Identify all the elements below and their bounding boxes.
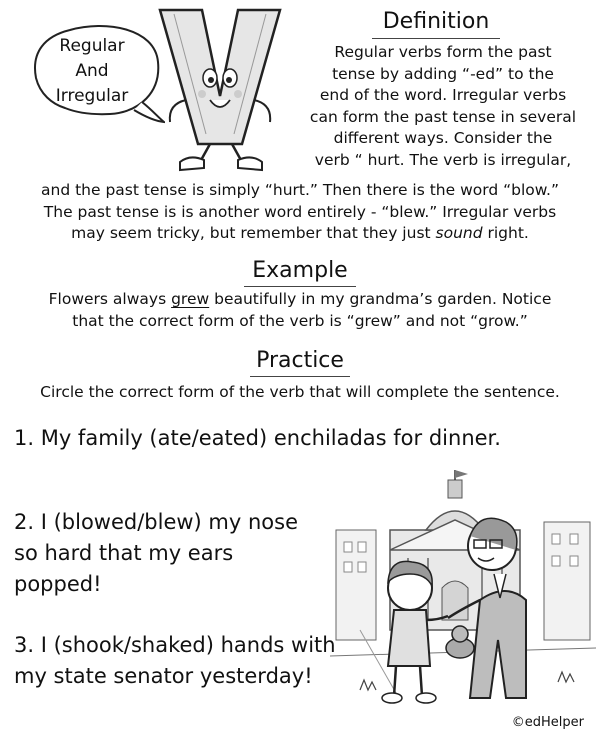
definition-line: can form the past tense in several <box>309 107 577 126</box>
definition-text-right <box>286 42 600 171</box>
definition-line: Regular verbs form the past <box>334 43 552 61</box>
definition-line: and the past tense is simply “hurt.” Then there is the word “blow.” <box>41 181 559 199</box>
senator-handshake-illustration <box>330 470 596 710</box>
definition-line: may seem tricky, but remember that they just sound right. <box>71 224 529 242</box>
example-text <box>0 289 600 332</box>
example-line: that the correct form of the verb is “grew” and not “grow.” <box>72 311 528 330</box>
practice-heading: Practice <box>256 348 344 373</box>
definition-heading: Definition <box>382 9 490 34</box>
practice-line: 3. I (shook/shaked) hands with <box>14 633 336 657</box>
practice-line: 2. I (blowed/blew) my nose <box>14 510 298 534</box>
definition-line: verb “ hurt. The verb is irregular, <box>314 150 572 169</box>
practice-question-3 <box>14 630 374 692</box>
definition-text-full <box>0 180 600 245</box>
example-line: Flowers always grew beautifully in my grandma’s garden. Notice <box>48 290 552 308</box>
letter-v-mascot-illustration <box>150 4 290 176</box>
practice-line: popped! <box>14 572 102 596</box>
definition-heading-rule <box>372 38 500 39</box>
bubble-line-regular: Regular <box>59 36 125 56</box>
practice-instructions: Circle the correct form of the verb that will complete the sentence. <box>40 383 560 401</box>
bubble-line-irregular: Irregular <box>55 86 129 106</box>
definition-line: different ways. Consider the <box>333 129 553 147</box>
speech-bubble-text <box>36 34 148 109</box>
example-heading-rule <box>244 286 356 287</box>
example-verb-grew: grew <box>171 290 210 308</box>
definition-line: tense by adding “-ed” to the <box>332 64 554 83</box>
practice-line: so hard that my ears <box>14 541 234 565</box>
practice-question-2 <box>14 507 354 600</box>
practice-question-1: 1. My family (ate/eated) enchiladas for dinner. <box>14 426 501 450</box>
practice-line: my state senator yesterday! <box>14 664 313 688</box>
definition-line: The past tense is is another word entirely - “blew.” Irregular verbs <box>43 202 557 221</box>
definition-line: end of the word. Irregular verbs <box>319 86 567 104</box>
emphasis-sound: sound <box>435 224 483 242</box>
copyright-footer: ©edHelper <box>511 715 584 730</box>
bubble-line-and: And <box>75 61 109 81</box>
practice-heading-rule <box>250 376 350 377</box>
example-heading: Example <box>252 258 348 283</box>
